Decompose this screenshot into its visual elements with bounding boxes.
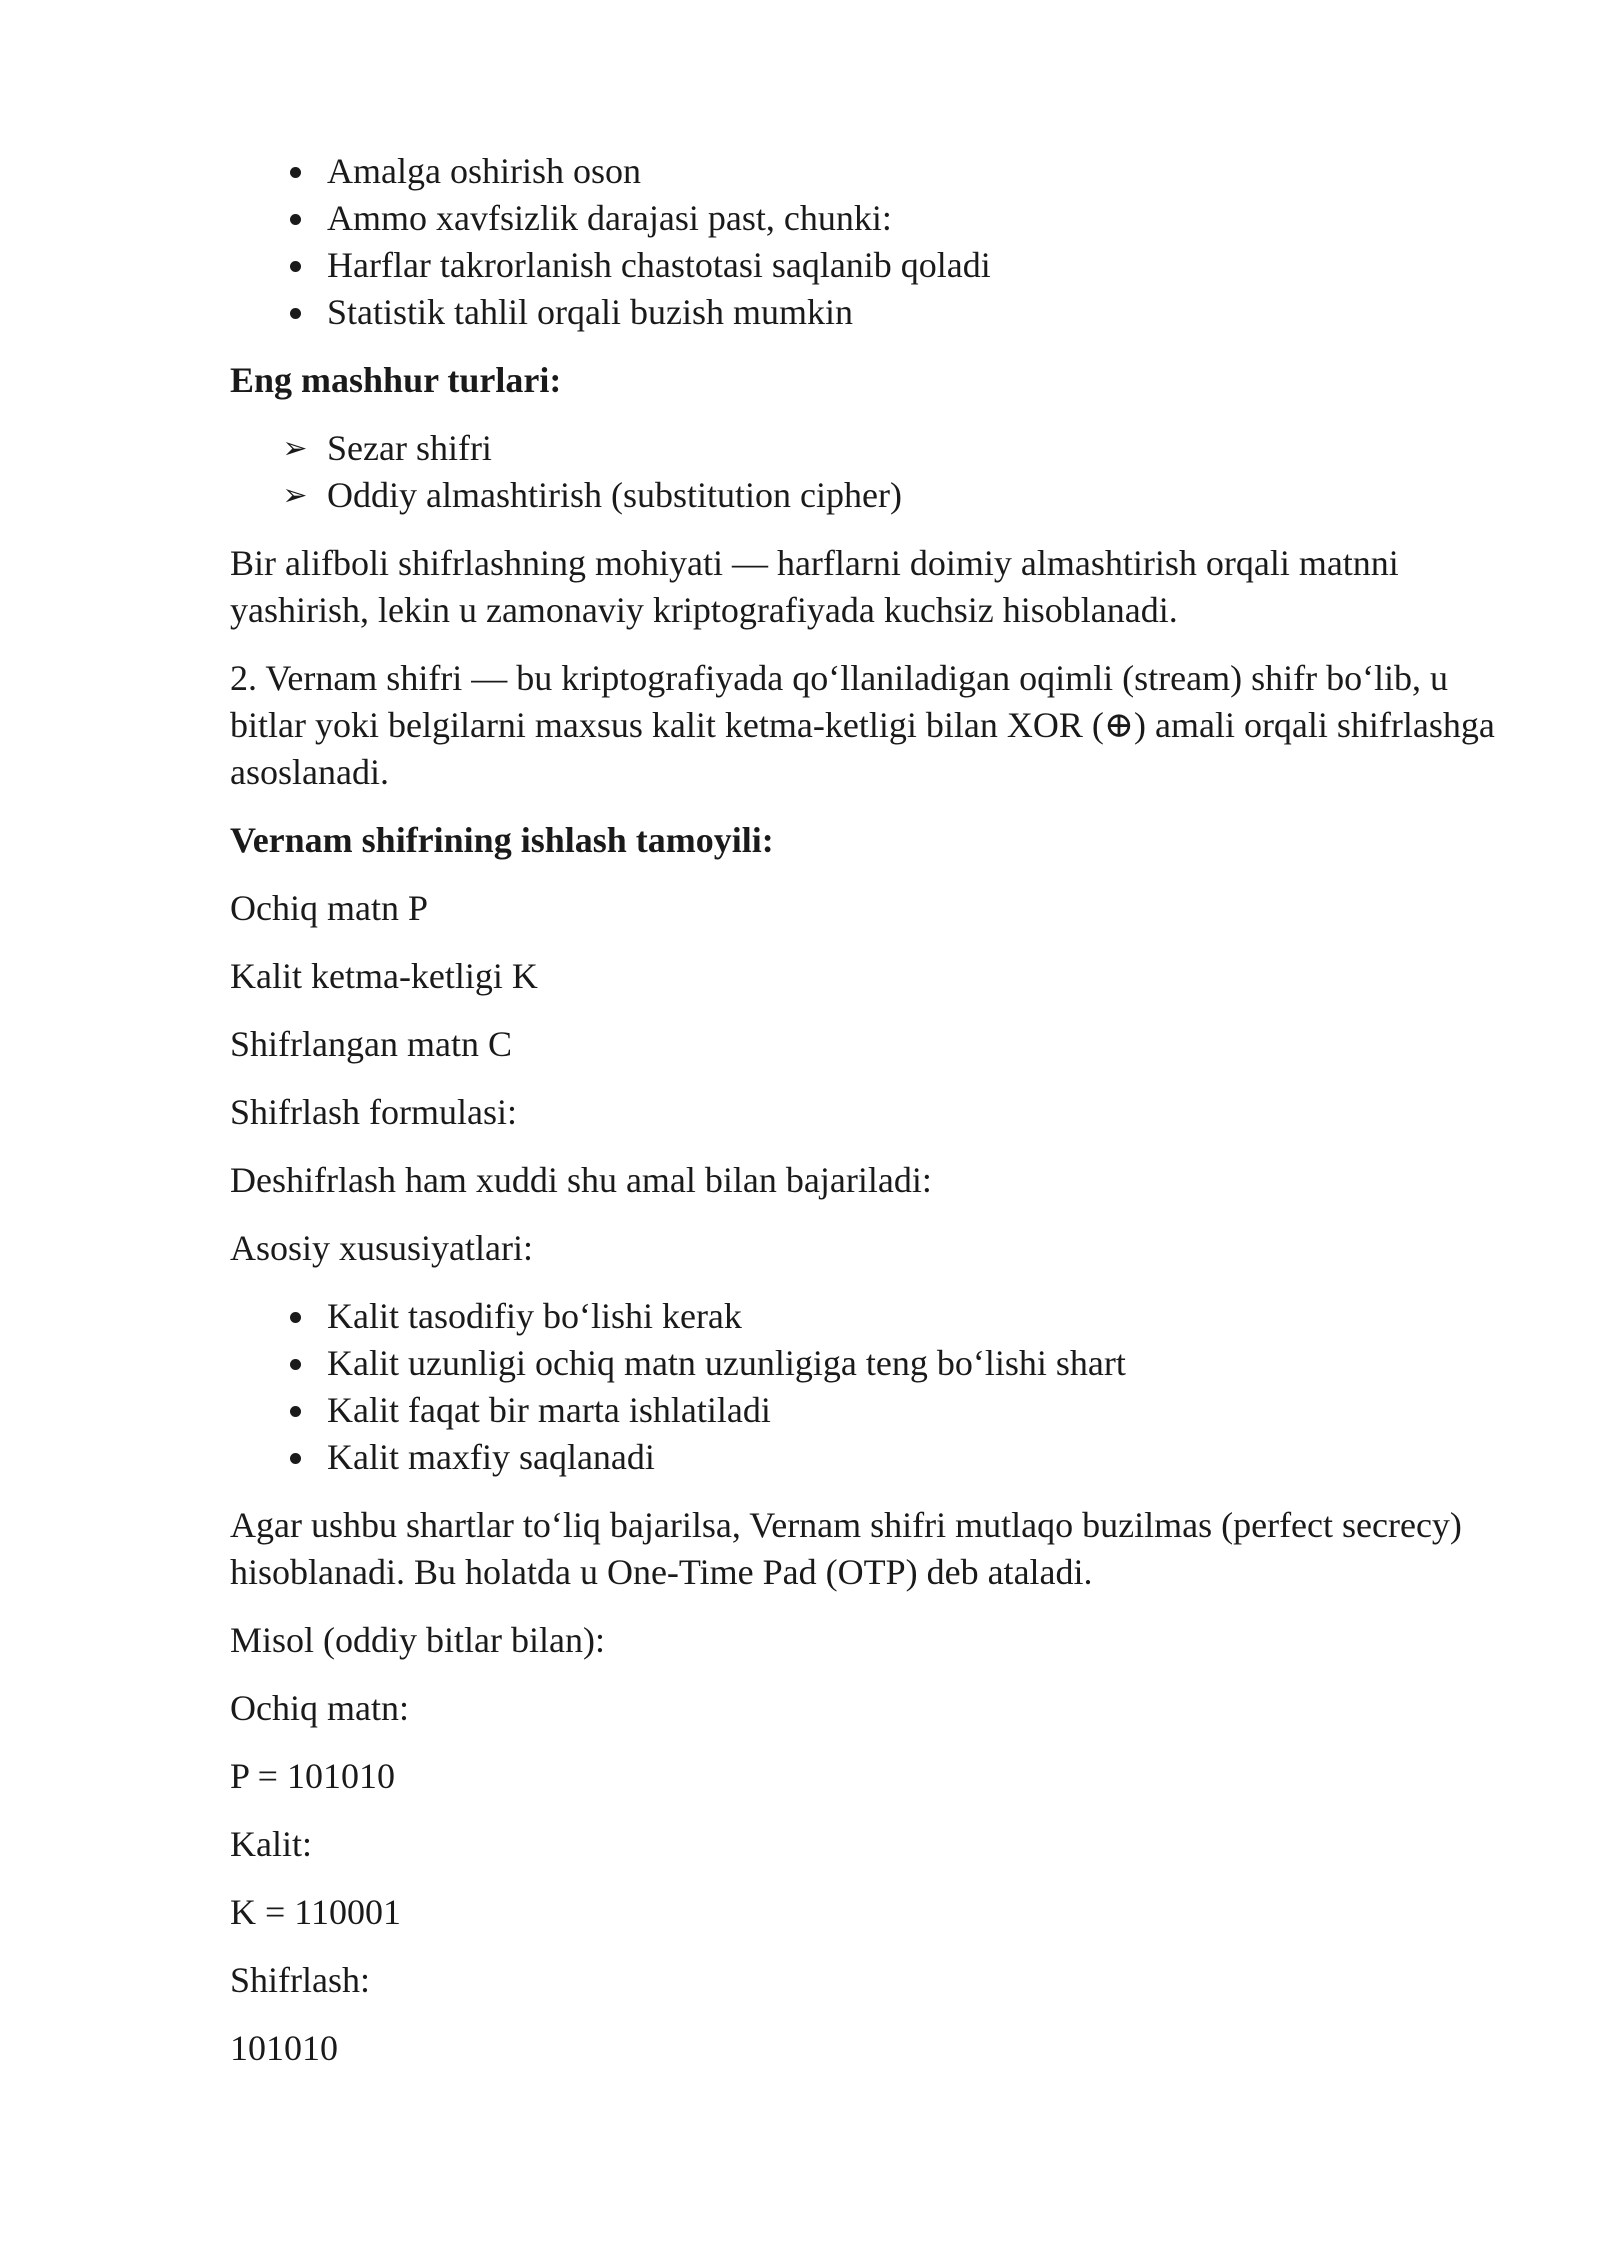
list-item (230, 148, 1500, 195)
text-line: Shifrlangan matn C (230, 1024, 512, 1064)
list-item-text: Kalit tasodifiy bo‘lishi kerak (327, 1296, 742, 1336)
section-heading-vernam-principle: Vernam shifrining ishlash tamoyili: (230, 820, 774, 860)
text-line: Misol (oddiy bitlar bilan): (230, 1620, 605, 1660)
list-item-text: Harflar takrorlanish chastotasi saqlanib qoladi (327, 245, 991, 285)
list-item-text: Kalit maxfiy saqlanadi (327, 1437, 655, 1477)
bullet-dot-icon (280, 242, 310, 289)
text-line: 101010 (230, 2028, 338, 2068)
bullet-dot-icon (280, 148, 310, 195)
list-item (230, 289, 1500, 336)
paragraph-perfect-secrecy: Agar ushbu shartlar to‘liq bajarilsa, Vernam shifri mutlaqo buzilmas (perfect secrecy) hisoblanadi. Bu holatda u One-Time Pad (OTP) deb ataladi. (230, 1505, 1462, 1592)
paragraph-vernam-intro: 2. Vernam shifri — bu kriptografiyada qo‘llaniladigan oqimli (stream) shifr bo‘lib, u bitlar yoki belgilarni maxsus kalit ketma-ketligi bilan XOR (⊕) amali orqali shifrlashga asoslanadi. (230, 658, 1495, 792)
list-item-text: Amalga oshirish oson (327, 151, 641, 191)
text-line: Kalit ketma-ketligi K (230, 956, 538, 996)
bullet-dot-icon (280, 289, 310, 336)
bullet-dot-icon (280, 1387, 310, 1434)
text-line: Deshifrlash ham xuddi shu amal bilan bajariladi: (230, 1160, 932, 1200)
list-item-text: Kalit faqat bir marta ishlatiladi (327, 1390, 771, 1430)
list-item (230, 1434, 1500, 1481)
list-item (230, 1387, 1500, 1434)
arrow-bullet-icon (280, 425, 310, 472)
text-line: P = 101010 (230, 1756, 395, 1796)
list-item (230, 1340, 1500, 1387)
list-item (230, 1293, 1500, 1340)
list-item (230, 425, 1500, 472)
arrow-list-types (230, 425, 1500, 519)
bullet-dot-icon (280, 1340, 310, 1387)
text-line: Shifrlash formulasi: (230, 1092, 517, 1132)
text-line: Ochiq matn: (230, 1688, 409, 1728)
text-line: Kalit: (230, 1824, 312, 1864)
bullet-list-properties (230, 148, 1500, 336)
list-item-text: Sezar shifri (327, 428, 492, 468)
list-item (230, 195, 1500, 242)
paragraph-summary: Bir alifboli shifrlashning mohiyati — harflarni doimiy almashtirish orqali matnni yashirish, lekin u zamonaviy kriptografiyada kuchsiz hisoblanadi. (230, 543, 1399, 630)
list-item (230, 472, 1500, 519)
text-line: Asosiy xususiyatlari: (230, 1228, 533, 1268)
list-item-text: Oddiy almashtirish (substitution cipher) (327, 475, 902, 515)
document-page (230, 148, 1500, 2093)
text-line: Shifrlash: (230, 1960, 370, 2000)
arrow-bullet-icon (280, 472, 310, 519)
section-heading-types: Eng mashhur turlari: (230, 360, 562, 400)
text-line: Ochiq matn P (230, 888, 428, 928)
list-item-text: Kalit uzunligi ochiq matn uzunligiga teng bo‘lishi shart (327, 1343, 1126, 1383)
list-item-text: Ammo xavfsizlik darajasi past, chunki: (327, 198, 892, 238)
list-item-text: Statistik tahlil orqali buzish mumkin (327, 292, 853, 332)
list-item (230, 242, 1500, 289)
bullet-dot-icon (280, 1434, 310, 1481)
text-line: K = 110001 (230, 1892, 401, 1932)
bullet-dot-icon (280, 195, 310, 242)
bullet-list-key-requirements (230, 1293, 1500, 1481)
bullet-dot-icon (280, 1293, 310, 1340)
